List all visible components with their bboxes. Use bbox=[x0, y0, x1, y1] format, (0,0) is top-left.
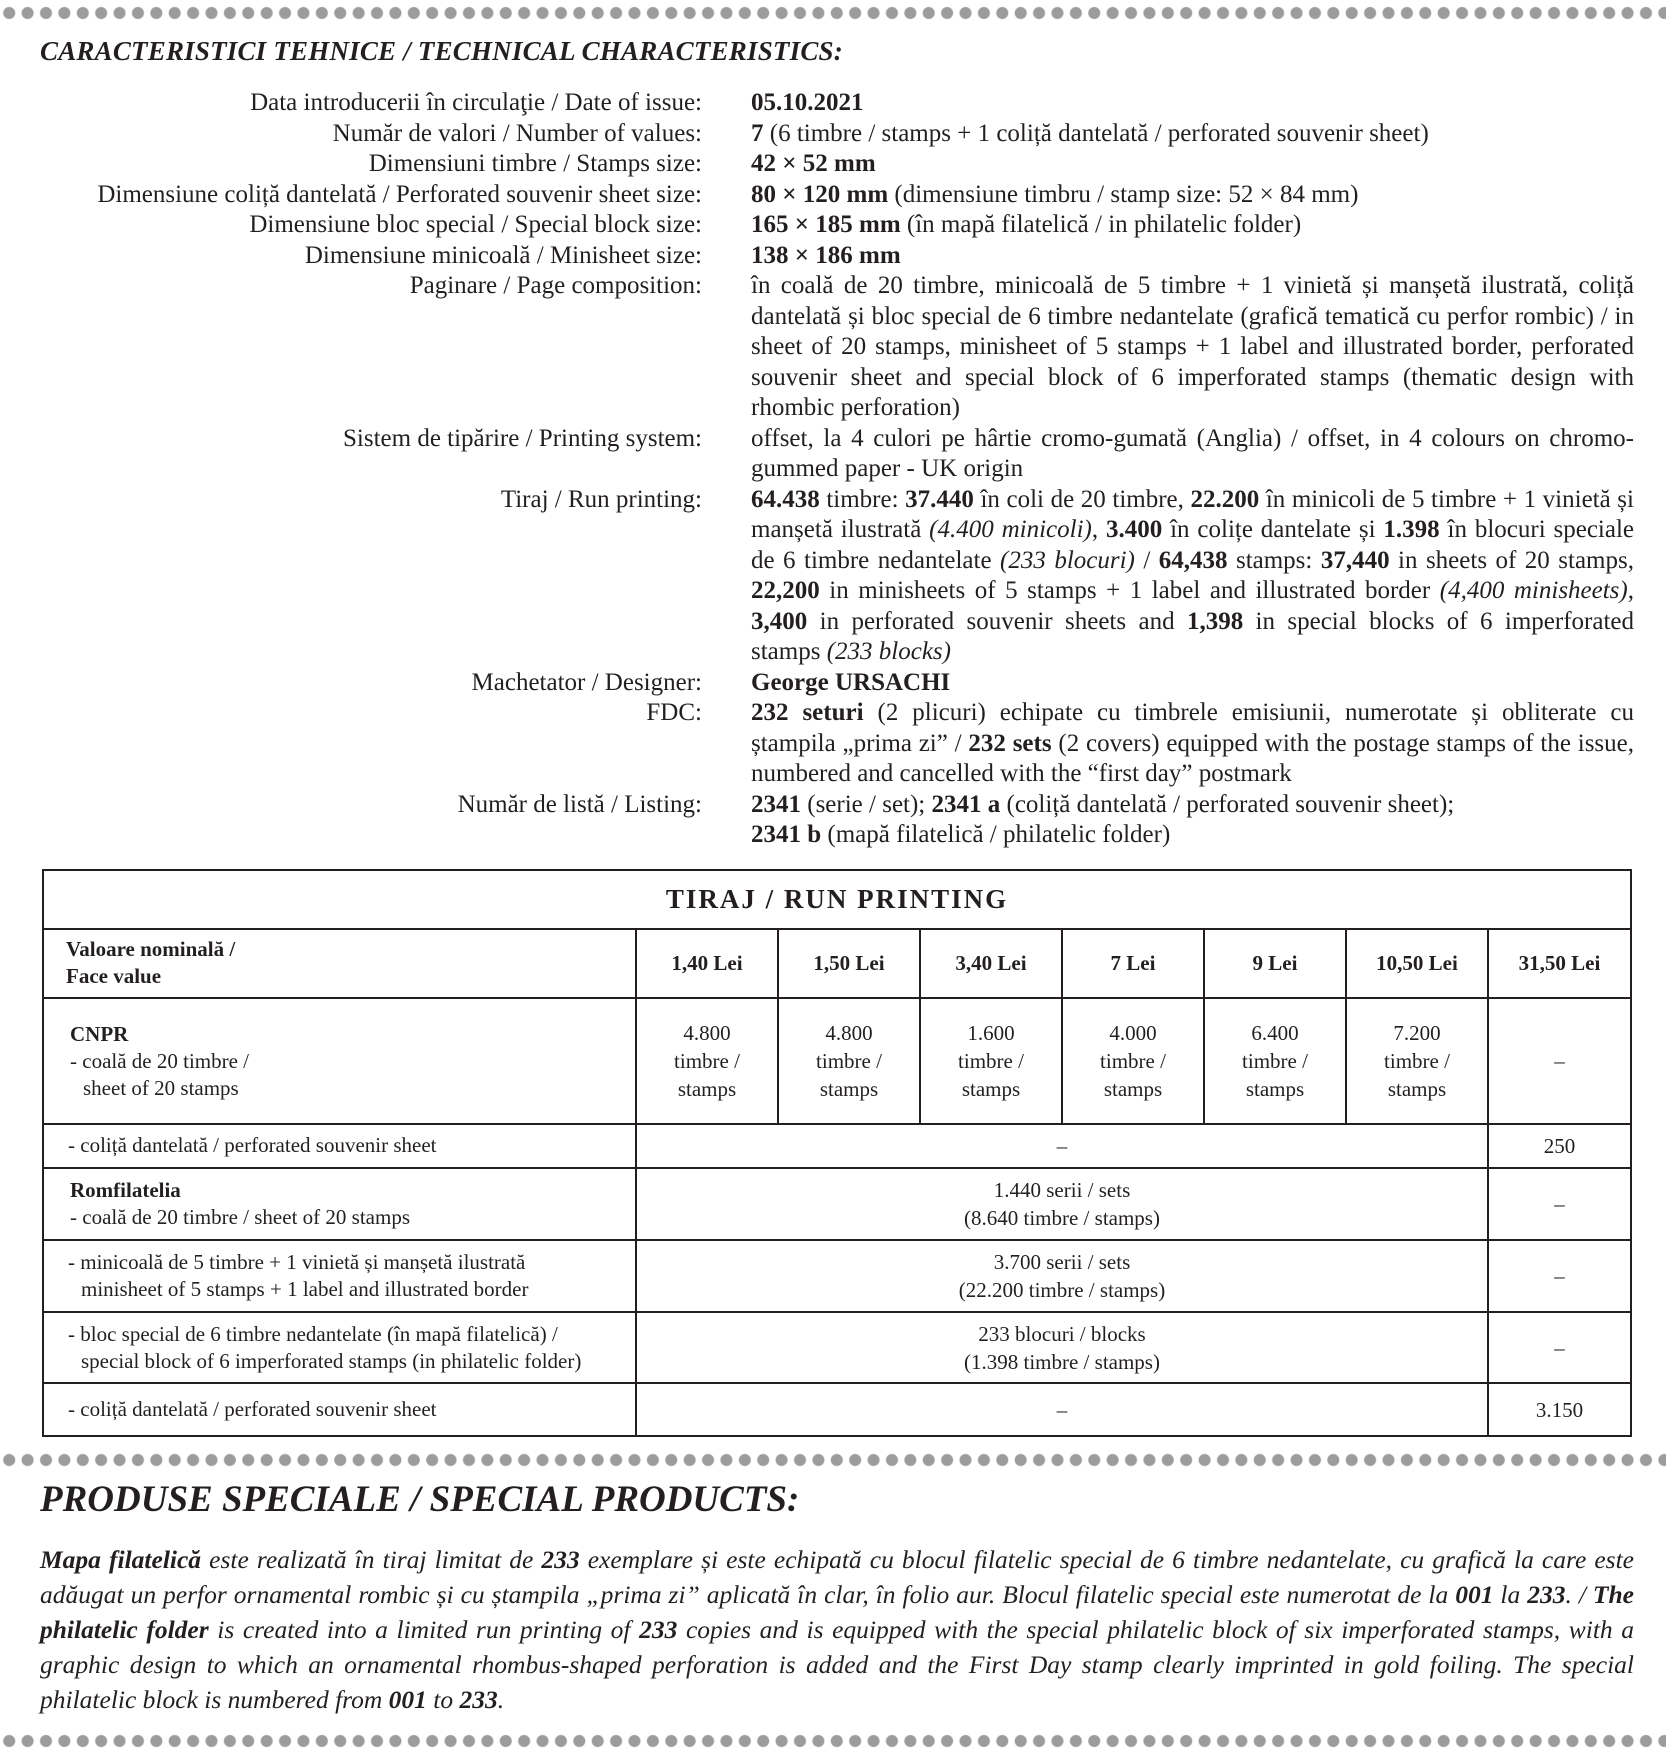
spec-value bbox=[751, 271, 1634, 424]
table-title: TIRAJ / RUN PRINTING bbox=[43, 870, 1631, 929]
text-run: / bbox=[1134, 546, 1159, 574]
cnpr-label: CNPR - coală de 20 timbre / sheet of 20 stamps bbox=[43, 998, 636, 1123]
spec-label: FDC: bbox=[646, 699, 702, 726]
text-run: . bbox=[497, 1685, 505, 1714]
table-row bbox=[43, 1240, 1631, 1312]
spec-value-bold: 138 × 186 mm bbox=[751, 241, 901, 269]
spec-label: Dimensiuni timbre / Stamps size: bbox=[368, 150, 702, 177]
face-value-cell: 7 Lei bbox=[1062, 929, 1204, 999]
table-row bbox=[43, 998, 1631, 1123]
run-printing-table bbox=[42, 869, 1632, 1437]
technical-characteristics bbox=[0, 88, 1666, 851]
spec-value-bold: 165 × 185 mm bbox=[751, 211, 901, 238]
italic-text: (233 blocks) bbox=[826, 638, 951, 665]
bold-text: 1,398 bbox=[1186, 607, 1244, 635]
bold-text: 3.400 bbox=[1105, 516, 1163, 543]
spec-value bbox=[751, 119, 1634, 150]
last-value-cell: – bbox=[1488, 1240, 1631, 1312]
run-printing-value bbox=[751, 485, 1634, 668]
merged-cell: 3.700 serii / sets (22.200 timbre / stamps) bbox=[636, 1240, 1488, 1312]
text-run: exemplare și este echipată cu blocul filatelic special de 6 timbre nedantelate, cu grafică la care este adăugat un perfor ornamental rombic și cu ștampila „prima zi” aplicată în clar, în folio aur. Blocul filatelic special este numerotat de la bbox=[40, 1545, 1634, 1609]
last-value-cell: 250 bbox=[1488, 1124, 1631, 1168]
row-label: - bloc special de 6 timbre nedantelate (în mapă filatelică) / special block of 6 imperforated stamps (in philatelic folder) bbox=[43, 1312, 636, 1384]
spec-value-bold: 7 bbox=[751, 119, 764, 147]
bold-text: 2341 bbox=[751, 790, 801, 818]
spec-row bbox=[0, 424, 1666, 485]
spec-row bbox=[0, 241, 1666, 272]
spec-label: Dimensiune coliță dantelată / Perforated souvenir sheet size: bbox=[97, 180, 702, 208]
last-value-cell: – bbox=[1488, 1168, 1631, 1240]
text-run: is created into a limited run printing of bbox=[208, 1615, 640, 1644]
text-run: în minicoli de 5 timbre + 1 vinietă și manșetă ilustrată bbox=[751, 485, 1634, 543]
spec-label: Dimensiune bloc special / Special block size: bbox=[249, 211, 702, 238]
bold-text: Mapa filatelică bbox=[40, 1545, 202, 1574]
text-run: (2 covers) equipped with the postage stamps of the issue, numbered and cancelled with the “first day” postmark bbox=[751, 729, 1634, 787]
bold-text: 3,400 bbox=[751, 607, 808, 635]
bold-text: 64,438 bbox=[1158, 546, 1228, 574]
bold-text: 2341 a bbox=[931, 790, 1001, 818]
spec-value bbox=[751, 210, 1634, 241]
row-label: - coliță dantelată / perforated souvenir sheet bbox=[43, 1383, 636, 1436]
text-run: (coliță dantelată / perforated souvenir sheet); bbox=[1000, 790, 1455, 818]
bold-text: 001 bbox=[388, 1685, 427, 1714]
spec-label: Dimensiune minicoală / Minisheet size: bbox=[304, 241, 702, 269]
spec-row bbox=[0, 668, 1666, 699]
face-value-cell: 9 Lei bbox=[1204, 929, 1346, 999]
text-run: este realizată în tiraj limitat de bbox=[201, 1545, 542, 1574]
text-run: , bbox=[1091, 516, 1106, 543]
italic-text: (233 blocuri) bbox=[1000, 546, 1135, 574]
spec-label: Număr de listă / Listing: bbox=[457, 790, 702, 818]
face-value-row bbox=[43, 929, 1631, 999]
last-value-cell: – bbox=[1488, 1312, 1631, 1384]
spec-value-text: offset, la 4 culori pe hârtie cromo-gumată (Anglia) / offset, in 4 colours on chromo-gummed paper - UK origin bbox=[751, 424, 1634, 482]
perforation-border-bottom bbox=[0, 1734, 1666, 1748]
text-run: în blocuri speciale de 6 timbre nedantelate bbox=[751, 516, 1634, 574]
spec-value bbox=[751, 149, 1634, 180]
special-products-title: PRODUSE SPECIALE / SPECIAL PRODUCTS: bbox=[40, 1479, 800, 1520]
spec-row bbox=[0, 271, 1666, 424]
face-value-cell: 1,50 Lei bbox=[778, 929, 920, 999]
spec-value bbox=[751, 180, 1634, 211]
spec-value bbox=[751, 88, 1634, 119]
face-value-cell: 31,50 Lei bbox=[1488, 929, 1631, 999]
romfilatelia-label: Romfilatelia - coală de 20 timbre / sheet of 20 stamps bbox=[43, 1168, 636, 1240]
spec-value-text: (în mapă filatelică / in philatelic folder) bbox=[900, 211, 1302, 238]
spec-value-bold: 42 × 52 mm bbox=[751, 150, 876, 177]
spec-row bbox=[0, 180, 1666, 211]
spec-row bbox=[0, 210, 1666, 241]
row-label: - minicoală de 5 timbre + 1 vinietă și manșetă ilustrată minisheet of 5 stamps + 1 label and illustrated border bbox=[43, 1240, 636, 1312]
spec-row bbox=[0, 485, 1666, 668]
text-run: (2 plicuri) echipate cu timbrele emisiunii, numerotate și obliterate cu ștampila „prima zi” / bbox=[751, 699, 1634, 757]
merged-cell: – bbox=[636, 1383, 1488, 1436]
spec-row bbox=[0, 149, 1666, 180]
special-products-paragraph bbox=[40, 1542, 1634, 1717]
perforation-border-top bbox=[0, 6, 1666, 20]
spec-label: Paginare / Page composition: bbox=[409, 272, 702, 299]
bold-text: 232 sets bbox=[968, 729, 1052, 757]
merged-cell: – bbox=[636, 1124, 1488, 1168]
stamp-count-cell: 4.800 timbre / stamps bbox=[778, 998, 920, 1123]
row-label: - coliță dantelată / perforated souvenir sheet bbox=[43, 1124, 636, 1168]
bold-text: 22,200 bbox=[751, 577, 820, 604]
table-row bbox=[43, 1124, 1631, 1168]
bold-text: 64.438 bbox=[751, 485, 820, 513]
spec-row bbox=[0, 119, 1666, 150]
last-value-cell: 3.150 bbox=[1488, 1383, 1631, 1436]
text-run: to bbox=[426, 1685, 460, 1714]
spec-label: Machetator / Designer: bbox=[471, 668, 702, 696]
table-row bbox=[43, 1383, 1631, 1436]
text-run: in special blocks of 6 imperforated stamps bbox=[751, 607, 1634, 665]
text-run: in sheets of 20 stamps, bbox=[1389, 546, 1634, 574]
text-run: timbre: bbox=[819, 485, 906, 513]
text-run: la bbox=[1493, 1580, 1528, 1609]
text-run: , bbox=[1627, 577, 1634, 604]
technical-characteristics-title: CARACTERISTICI TEHNICE / TECHNICAL CHARACTERISTICS: bbox=[40, 36, 843, 66]
stamp-count-cell: 6.400 timbre / stamps bbox=[1204, 998, 1346, 1123]
spec-label: Sistem de tipărire / Printing system: bbox=[343, 424, 702, 452]
bold-text: 233 bbox=[459, 1685, 498, 1714]
table-row bbox=[43, 1168, 1631, 1240]
spec-value-text: în coală de 20 timbre, minicoală de 5 timbre + 1 vinietă și manșetă ilustrată, coliță dantelată și bloc special de 6 timbre nedantelate (grafică tematică cu perfor rombic) / in sheet of 20 stamps, minisheet of 5 stamps + 1 label and illustrated border, perforated souvenir sheet and special block of 6 imperforated stamps (thematic design with rhombic perforation) bbox=[751, 272, 1634, 421]
text-run: în coli de 20 timbre, bbox=[973, 485, 1191, 513]
merged-cell: 233 blocuri / blocks (1.398 timbre / stamps) bbox=[636, 1312, 1488, 1384]
bold-text: 22.200 bbox=[1190, 485, 1260, 513]
text-run: copies and is equipped with the special philatelic block of six imperforated stamps, with a graphic design to which an ornamental rhombus-shaped perforation is added and the First Day stamp clearly imprinted in gold foiling. The special philatelic block is numbered from bbox=[40, 1615, 1635, 1714]
text-run: (mapă filatelică / philatelic folder) bbox=[821, 821, 1171, 848]
fdc-value bbox=[751, 698, 1634, 790]
italic-text: (4,400 minisheets) bbox=[1439, 577, 1628, 604]
bold-text: 2341 b bbox=[751, 821, 822, 848]
perforation-border-middle bbox=[0, 1453, 1666, 1467]
stamp-count-cell: 4.000 timbre / stamps bbox=[1062, 998, 1204, 1123]
spec-label: Data introducerii în circulaţie / Date of issue: bbox=[250, 89, 702, 116]
text-run: (serie / set); bbox=[801, 790, 932, 818]
merged-cell: 1.440 serii / sets (8.640 timbre / stamps) bbox=[636, 1168, 1488, 1240]
spec-row bbox=[0, 698, 1666, 790]
bold-text: 1.398 bbox=[1383, 516, 1440, 543]
face-value-cell: 10,50 Lei bbox=[1346, 929, 1488, 999]
face-value-cell: 3,40 Lei bbox=[920, 929, 1062, 999]
bold-text: 233 bbox=[541, 1545, 580, 1574]
italic-text: (4.400 minicoli) bbox=[929, 516, 1092, 543]
spec-row bbox=[0, 88, 1666, 119]
face-value-cell: 1,40 Lei bbox=[636, 929, 778, 999]
stamp-count-cell: – bbox=[1488, 998, 1631, 1123]
bold-text: 001 bbox=[1455, 1580, 1494, 1609]
stamp-count-cell: 7.200 timbre / stamps bbox=[1346, 998, 1488, 1123]
bold-text: 233 bbox=[639, 1615, 678, 1644]
bold-text: 232 seturi bbox=[751, 699, 864, 726]
table-row bbox=[43, 1312, 1631, 1384]
spec-value bbox=[751, 424, 1634, 485]
listing-value bbox=[751, 790, 1634, 851]
spec-label: Tiraj / Run printing: bbox=[500, 485, 702, 513]
spec-value-bold: 80 × 120 mm bbox=[751, 180, 889, 208]
text-run: in perforated souvenir sheets and bbox=[807, 607, 1187, 635]
text-run: stamps: bbox=[1227, 546, 1321, 574]
spec-value-text: (dimensiune timbru / stamp size: 52 × 84 mm) bbox=[888, 180, 1359, 208]
face-value-label: Valoare nominală / Face value bbox=[43, 929, 636, 999]
bold-text: 37,440 bbox=[1320, 546, 1390, 574]
designer-value: George URSACHI bbox=[751, 668, 951, 696]
text-run: . / bbox=[1565, 1580, 1593, 1609]
spec-label: Număr de valori / Number of values: bbox=[332, 119, 702, 147]
stamp-count-cell: 4.800 timbre / stamps bbox=[636, 998, 778, 1123]
text-run: în colițe dantelate și bbox=[1162, 516, 1384, 543]
text-run: in minisheets of 5 stamps + 1 label and illustrated border bbox=[819, 577, 1440, 604]
bold-text: 37.440 bbox=[905, 485, 974, 513]
bold-text: 233 bbox=[1527, 1580, 1566, 1609]
spec-row bbox=[0, 790, 1666, 851]
spec-value-text: (6 timbre / stamps + 1 coliță dantelată / perforated souvenir sheet) bbox=[763, 119, 1429, 147]
stamp-count-cell: 1.600 timbre / stamps bbox=[920, 998, 1062, 1123]
bold-text: The philatelic folder bbox=[40, 1580, 1634, 1644]
spec-value bbox=[751, 241, 1634, 272]
spec-value-bold: 05.10.2021 bbox=[751, 89, 864, 116]
